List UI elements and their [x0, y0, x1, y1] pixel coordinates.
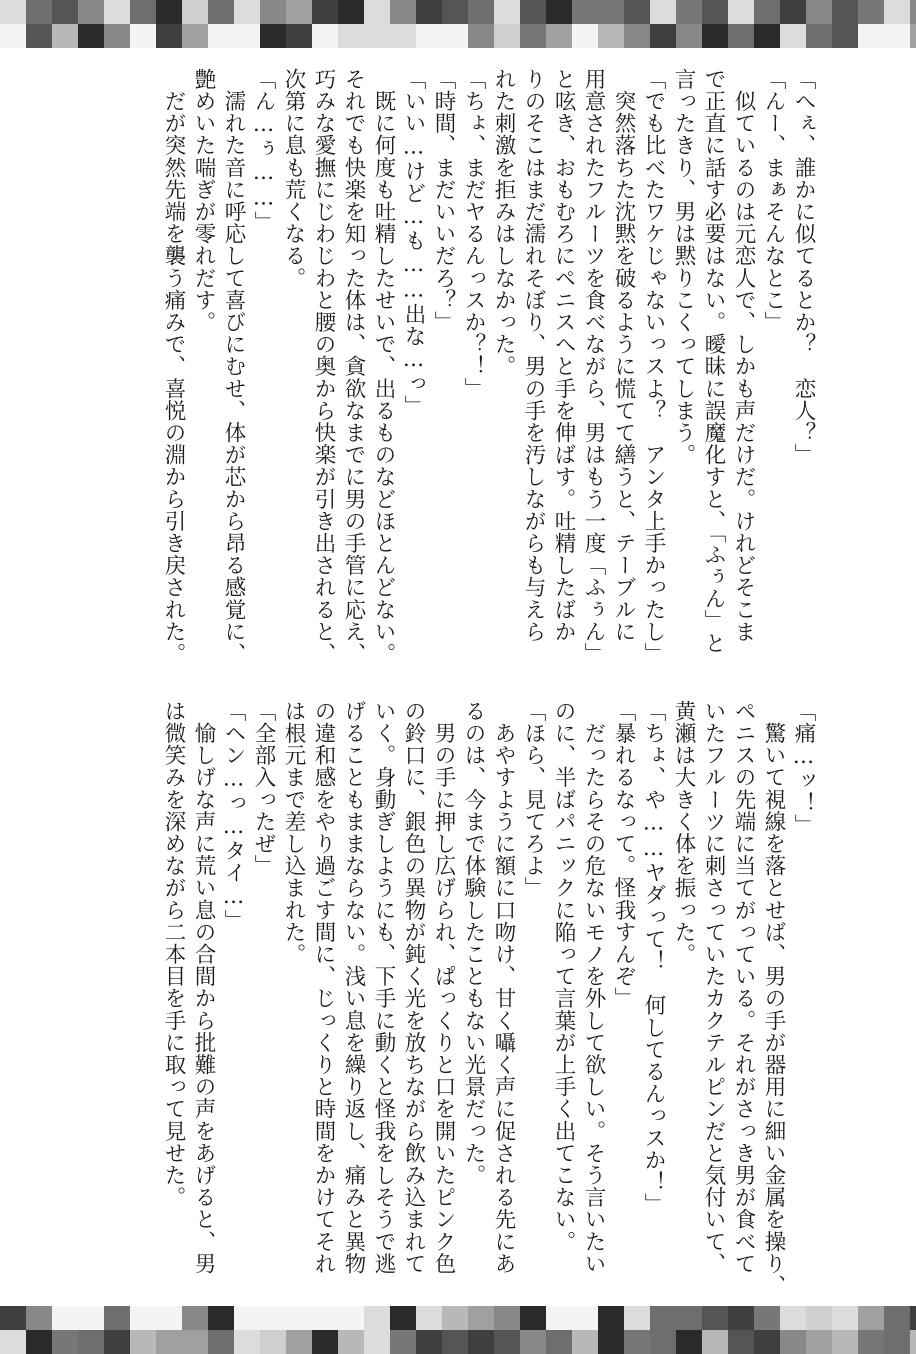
text-line: の違和感をやり過ごす間に、じっくりと時間をかけてそれ [311, 700, 336, 1275]
mosaic-tile [0, 1306, 26, 1330]
mosaic-tile [156, 1330, 182, 1354]
mosaic-tile [390, 0, 416, 24]
mosaic-tile [468, 24, 494, 48]
text-line: 濡れた音に呼応して喜びにむせ、体が芯から昂る感覚に、 [221, 68, 246, 665]
mosaic-tile [546, 24, 572, 48]
mosaic-tile [312, 24, 338, 48]
mosaic-tile [208, 1306, 234, 1330]
mosaic-tile [0, 1330, 26, 1354]
text-line: 「でも比べたワケじゃないっスよ？ アンタ上手かったし」 [641, 68, 666, 665]
mosaic-tile [910, 24, 916, 48]
mosaic-tile [416, 1330, 442, 1354]
mosaic-tile [338, 1306, 364, 1330]
mosaic-tile [806, 0, 832, 24]
mosaic-tile [858, 1306, 884, 1330]
mosaic-tile [52, 1306, 78, 1330]
mosaic-tile [832, 0, 858, 24]
text-line: のに、半ばパニックに陥って言葉が上手く出てこない。 [551, 700, 576, 1253]
text-line: 愉しげな声に荒い息の合間から批難の声をあげると、男 [191, 700, 216, 1275]
text-line: 「ほら、見てろよ」 [521, 700, 546, 899]
mosaic-tile [494, 1330, 520, 1354]
mosaic-tile [312, 1306, 338, 1330]
mosaic-tile [52, 0, 78, 24]
mosaic-tile [494, 1306, 520, 1330]
mosaic-tile [26, 24, 52, 48]
mosaic-tile [858, 24, 884, 48]
mosaic-tile [156, 0, 182, 24]
mosaic-tile [650, 24, 676, 48]
mosaic-tile [780, 1330, 806, 1354]
mosaic-tile [156, 1306, 182, 1330]
text-line: だが突然先端を襲う痛みで、喜悦の淵から引き戻された。 [161, 68, 186, 665]
text-line: げることもままならない。浅い息を繰り返し、痛みと異物 [341, 700, 366, 1275]
top-mosaic-border [0, 0, 916, 48]
mosaic-tile [234, 24, 260, 48]
mosaic-tile [910, 1306, 916, 1330]
mosaic-tile [598, 1330, 624, 1354]
mosaic-tile [390, 24, 416, 48]
mosaic-tile [702, 1330, 728, 1354]
mosaic-tile [104, 0, 130, 24]
mosaic-tile [416, 0, 442, 24]
text-line: 似ているのは元恋人で、しかも声だけだ。けれどそこま [731, 68, 756, 643]
mosaic-tile [468, 0, 494, 24]
mosaic-tile [104, 24, 130, 48]
mosaic-tile [884, 0, 910, 24]
mosaic-tile [130, 24, 156, 48]
mosaic-tile [832, 24, 858, 48]
mosaic-tile [624, 1306, 650, 1330]
mosaic-tile [208, 1330, 234, 1354]
mosaic-tile [26, 1306, 52, 1330]
mosaic-tile [884, 24, 910, 48]
mosaic-tile [650, 1306, 676, 1330]
mosaic-tile [702, 1306, 728, 1330]
mosaic-tile [182, 1306, 208, 1330]
mosaic-tile [286, 0, 312, 24]
text-line: 「暴れるなって。怪我すんぞ」 [611, 700, 636, 1010]
mosaic-tile [806, 1330, 832, 1354]
text-line: あやすように額に口吻け、甘く囁く声に促される先にあ [491, 700, 516, 1275]
mosaic-tile [546, 1306, 572, 1330]
mosaic-tile [546, 0, 572, 24]
mosaic-tile [728, 24, 754, 48]
mosaic-tile [260, 1306, 286, 1330]
mosaic-tile [364, 0, 390, 24]
mosaic-tile [78, 1330, 104, 1354]
mosaic-tile [442, 1330, 468, 1354]
text-line: それでも快楽を知った体は、貪欲なまでに男の手管に応え、 [341, 68, 366, 665]
text-line: 「ん…ぅ……」 [251, 68, 276, 234]
text-line: るのは、今まで体験したこともない光景だった。 [461, 700, 486, 1187]
mosaic-tile [364, 24, 390, 48]
mosaic-tile [520, 0, 546, 24]
mosaic-tile [182, 24, 208, 48]
mosaic-tile [520, 24, 546, 48]
mosaic-tile [832, 1330, 858, 1354]
mosaic-tile [286, 1330, 312, 1354]
mosaic-tile [442, 24, 468, 48]
mosaic-tile [728, 1306, 754, 1330]
mosaic-tile [884, 1306, 910, 1330]
text-line: 黄瀬は大きく体を振った。 [671, 700, 696, 966]
mosaic-tile [546, 1330, 572, 1354]
mosaic-tile [78, 1306, 104, 1330]
mosaic-tile [780, 1306, 806, 1330]
text-line: 艶めいた喘ぎが零れだす。 [191, 68, 216, 334]
mosaic-tile [650, 1330, 676, 1354]
mosaic-tile [0, 0, 26, 24]
mosaic-tile [572, 1330, 598, 1354]
mosaic-tile [806, 1306, 832, 1330]
text-line: りのそこはまだ濡れそぼり、男の手を汚しながらも与えら [521, 68, 546, 643]
mosaic-tile [754, 1330, 780, 1354]
text-line: いく。身動ぎしようにも、下手に動くと怪我をしそうで逃 [371, 700, 396, 1275]
mosaic-tile [260, 1330, 286, 1354]
mosaic-tile [572, 0, 598, 24]
mosaic-tile [286, 24, 312, 48]
lower-text-column [158, 700, 818, 1300]
text-line: は根元まで差し込まれた。 [281, 700, 306, 966]
mosaic-tile [338, 1330, 364, 1354]
mosaic-tile [598, 0, 624, 24]
mosaic-tile [728, 1330, 754, 1354]
text-line: 「全部入ったぜ」 [251, 700, 276, 877]
mosaic-tile [78, 24, 104, 48]
mosaic-tile [598, 24, 624, 48]
mosaic-tile [650, 0, 676, 24]
text-line: は微笑みを深めながら二本目を手に取って見せた。 [161, 700, 186, 1209]
bottom-mosaic-border [0, 1306, 916, 1354]
mosaic-tile [832, 1306, 858, 1330]
mosaic-tile [26, 1330, 52, 1354]
text-line: と呟き、おもむろにペニスへと手を伸ばす。吐精したばか [551, 68, 576, 643]
mosaic-tile [130, 0, 156, 24]
mosaic-tile [624, 1330, 650, 1354]
text-line: の鈴口に、銀色の異物が鈍く光を放ちながら飲み込まれて [401, 700, 426, 1275]
mosaic-tile [676, 1306, 702, 1330]
mosaic-tile [624, 24, 650, 48]
mosaic-tile [0, 24, 26, 48]
mosaic-tile [338, 0, 364, 24]
text-line: 「痛…ッ！」 [791, 700, 816, 837]
mosaic-tile [676, 0, 702, 24]
upper-text-column [158, 68, 818, 668]
mosaic-tile [260, 24, 286, 48]
mosaic-tile [468, 1330, 494, 1354]
text-line: 男の手に押し広げられ、ぱっくりと口を開いたピンク色 [431, 700, 456, 1275]
mosaic-tile [52, 1330, 78, 1354]
mosaic-tile [468, 1306, 494, 1330]
mosaic-tile [208, 0, 234, 24]
mosaic-tile [780, 0, 806, 24]
mosaic-tile [130, 1306, 156, 1330]
text-line: 「ヘン…っ…タイ…」 [221, 700, 246, 932]
mosaic-tile [182, 0, 208, 24]
mosaic-tile [364, 1306, 390, 1330]
text-line: 「んー、まぁそんなとこ」 [761, 68, 786, 334]
text-line: 「ちょ、や……ヤダって！ 何してるんっスか！」 [641, 700, 666, 1216]
mosaic-tile [910, 1330, 916, 1354]
mosaic-tile [702, 0, 728, 24]
text-line: いたフルーツに刺さっていたカクテルピンだと気付いて、 [701, 700, 726, 1275]
text-line: ペニスの先端に当てがっている。それがさっき男が食べて [731, 700, 756, 1275]
mosaic-tile [234, 1306, 260, 1330]
mosaic-tile [104, 1306, 130, 1330]
mosaic-tile [26, 0, 52, 24]
text-line: 「いい…けど…も……出な…っ」 [401, 68, 426, 417]
text-line: 用意されたフルーツを食べながら、男はもう一度「ふぅん」 [581, 68, 606, 665]
mosaic-tile [676, 1330, 702, 1354]
mosaic-tile [780, 24, 806, 48]
mosaic-tile [442, 1306, 468, 1330]
text-line: 突然落ちた沈黙を破るように慌てて繕うと、テーブルに [611, 68, 636, 643]
text-line: 言ったきり、男は黙りこくってしまう。 [671, 68, 696, 466]
mosaic-tile [52, 24, 78, 48]
mosaic-tile [754, 0, 780, 24]
mosaic-tile [520, 1306, 546, 1330]
mosaic-tile [234, 1330, 260, 1354]
mosaic-tile [910, 0, 916, 24]
mosaic-tile [416, 1306, 442, 1330]
mosaic-tile [572, 1306, 598, 1330]
text-line: 「へぇ、誰かに似てるとか？ 恋人？」 [791, 68, 816, 466]
mosaic-tile [494, 24, 520, 48]
mosaic-tile [182, 1330, 208, 1354]
mosaic-tile [702, 24, 728, 48]
mosaic-tile [390, 1330, 416, 1354]
mosaic-tile [338, 24, 364, 48]
text-line: で正直に話す必要はない。曖昧に誤魔化すと、「ふぅん」と [701, 68, 726, 654]
text-line: 次第に息も荒くなる。 [281, 68, 306, 289]
mosaic-tile [364, 1330, 390, 1354]
text-line: 「ちょ、まだヤるんっスか？！」 [461, 68, 486, 400]
mosaic-tile [624, 0, 650, 24]
mosaic-tile [442, 0, 468, 24]
text-line: 既に何度も吐精したせいで、出るものなどほとんどない。 [371, 68, 396, 665]
mosaic-tile [676, 24, 702, 48]
text-line: 驚いて視線を落とせば、男の手が器用に細い金属を操り、 [761, 700, 786, 1297]
mosaic-tile [520, 1330, 546, 1354]
mosaic-tile [728, 0, 754, 24]
mosaic-tile [286, 1306, 312, 1330]
mosaic-tile [390, 1306, 416, 1330]
mosaic-tile [208, 24, 234, 48]
mosaic-tile [494, 0, 520, 24]
mosaic-tile [78, 0, 104, 24]
mosaic-tile [312, 0, 338, 24]
mosaic-tile [130, 1330, 156, 1354]
mosaic-tile [858, 0, 884, 24]
mosaic-tile [598, 1306, 624, 1330]
mosaic-tile [260, 0, 286, 24]
mosaic-tile [884, 1330, 910, 1354]
mosaic-tile [754, 1306, 780, 1330]
mosaic-tile [312, 1330, 338, 1354]
mosaic-tile [416, 24, 442, 48]
text-line: 「時間、まだいいだろ？」 [431, 68, 456, 334]
mosaic-tile [754, 24, 780, 48]
mosaic-tile [572, 24, 598, 48]
mosaic-tile [104, 1330, 130, 1354]
text-line: れた刺激を拒みはしなかった。 [491, 68, 516, 378]
text-line: 巧みな愛撫にじわじわと腰の奥から快楽が引き出されると、 [311, 68, 336, 665]
mosaic-tile [858, 1330, 884, 1354]
mosaic-tile [806, 24, 832, 48]
mosaic-tile [234, 0, 260, 24]
mosaic-tile [156, 24, 182, 48]
text-line: だったらその危ないモノを外して欲しい。そう言いたい [581, 700, 606, 1275]
